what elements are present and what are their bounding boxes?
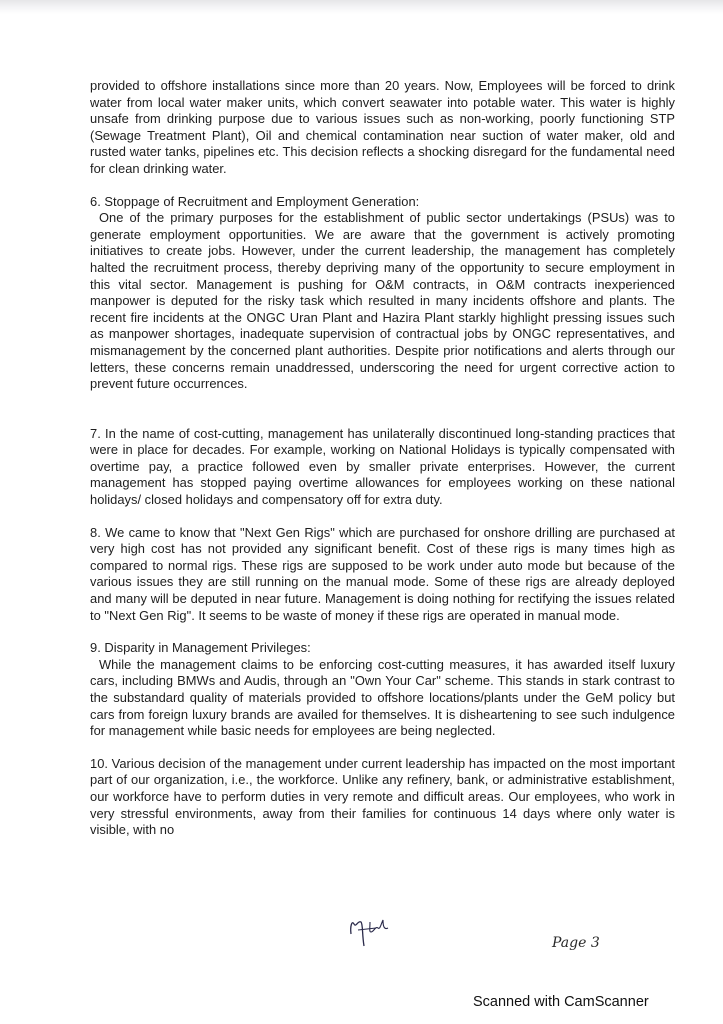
continuation-paragraph: provided to offshore installations since more than 20 years. Now, Employees will be forced to drink water from local water maker units, which convert seawater into potable water. This water is highly unsafe from drinking purpose due to various issues such as non-working, poorly functioning STP (Sewage Treatment Plant), Oil and chemical contamination near suction of water maker, old and rusted water tanks, pipelines etc. This decision reflects a shocking disregard for the fundamental need for clean drinking water. [90,78,675,176]
signature [348,916,392,950]
document-page [90,78,675,839]
section-8-body: 8. We came to know that "Next Gen Rigs" which are purchased for onshore drilling are purchased at very high cost has not provided any significant benefit. Cost of these rigs is many times high as compared to normal rigs. These rigs are supposed to be work under auto mode but because of the various issues they are still running on the manual mode. Some of these rigs are already deployed and many will be deputed in near future. Management is doing nothing for rectifying the issues related to "Next Gen Rig". It seems to be waste of money if these rigs are operated in manual mode. [90,524,675,623]
scanner-watermark: Scanned with CamScanner [473,994,649,1010]
section-9-heading: 9. Disparity in Management Privileges: [90,640,311,656]
section-9-body: While the management claims to be enforcing cost-cutting measures, it has awarded itself luxury cars, including BMWs and Audis, through an "Own Your Car" scheme. This stands in stark contrast to the substandard quality of materials provided to offshore locations/plants under the GeM policy but cars from foreign luxury brands are availed for themselves. It is disheartening to see such indulgence for management while basic needs for employees are being neglected. [90,656,675,739]
section-10-body: 10. Various decision of the management under current leadership has impacted on the most important part of our organization, i.e., the workforce. Unlike any refinery, bank, or administrative establishment, our workforce have to perform duties in very remote and difficult areas. Our employees, who work in very stressful environments, away from their families for continuous 14 days where only water is visible, with no [90,755,675,838]
section-6-body: One of the primary purposes for the establishment of public sector undertakings (PSUs) was to generate employment opportunities. We are aware that the government is actively promoting initiatives to create jobs. However, under the current leadership, the management has completely halted the recruitment process, thereby depriving many of the opportunity to secure employment in this vital sector. Management is pushing for O&M contracts, in O&M contracts inexperienced manpower is deputed for the risky task which resulted in many incidents offshore and plants. The recent fire incidents at the ONGC Uran Plant and Hazira Plant starkly highlight pressing issues such as manpower shortages, inadequate supervision of contractual jobs by ONGC representatives, and mismanagement by the concerned plant authorities. Despite prior notifications and alerts through our letters, these concerns remain unaddressed, underscoring the need for urgent corrective action to prevent future occurrences. [90,210,675,392]
page-number: Page 3 [552,935,600,951]
scan-edge-shadow [0,0,723,14]
section-6-heading: 6. Stoppage of Recruitment and Employment Generation: [90,193,420,209]
section-7-body: 7. In the name of cost-cutting, management has unilaterally discontinued long-standing practices that were in place for decades. For example, working on National Holidays is typically compensated with overtime pay, a practice followed even by smaller private enterprises. However, the current management has stopped paying overtime allowances for employees working on these national holidays/ closed holidays and compensatory off for extra duty. [90,425,675,508]
